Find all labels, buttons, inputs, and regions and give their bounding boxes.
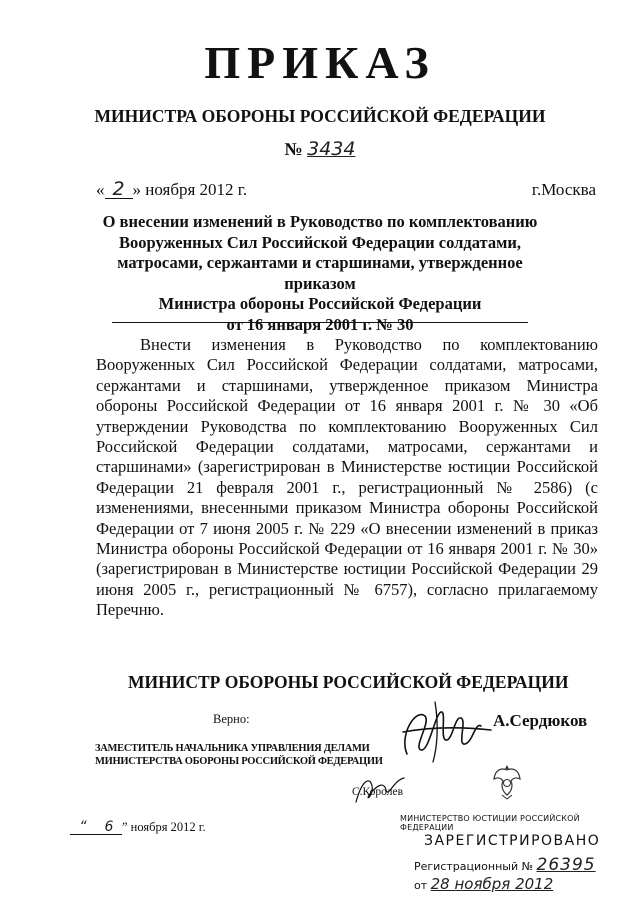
number-prefix: № [284, 139, 303, 159]
order-city: г.Москва [531, 180, 596, 199]
stamp-registration-number [414, 855, 596, 875]
stamp-ministry: МИНИСТЕРСТВО ЮСТИЦИИ РОССИЙСКОЙ ФЕДЕРАЦИИ [400, 814, 580, 832]
stamp-date-value: 28 ноября 2012 [430, 875, 554, 893]
deputy-line: ЗАМЕСТИТЕЛЬ НАЧАЛЬНИКА УПРАВЛЕНИЯ ДЕЛАМИ [95, 743, 370, 754]
minister-signature [395, 696, 495, 766]
date2-rest: ” ноября 2012 г. [122, 820, 206, 834]
order-body-paragraph: Внести изменения в Руководство по комплектованию Вооруженных Сил Российской Федерации солдатами, матросами, сержантами и старшинами, утвержденное приказом Министра обороны Российской Федерации от 16 января 2001 г. № 30 «Об утверждении Руководства по комплектованию Вооруженных Сил Российской Федерации солдатами, матросами, сержантами и старшинами» (зарегистрирован в Министерстве юстиции Российской Федерации 21 февраля 2001 г., регистрационный № 2586) (с изменениями, внесенными приказом Министра обороны Российской Федерации от 7 июня 2005 г. № 229 «О внесении изменений в приказ Министра обороны Российской Федерации от 16 января 2001 г. № 30» (зарегистрирован в Министерстве юстиции Российской Федерации 29 июня 2005 г., регистрационный № 6757), согласно прилагаемому Перечню. [96, 335, 598, 620]
deputy-position [95, 742, 383, 768]
date2-day: 6 [96, 820, 122, 835]
subject-line: от 16 января 2001 г. № 30 [226, 314, 414, 334]
deputy-line: МИНИСТЕРСТВА ОБОРОНЫ РОССИЙСКОЙ ФЕДЕРАЦИИ [95, 756, 383, 767]
verno-label: Верно: [213, 712, 250, 726]
date-rest: » ноября 2012 г. [132, 180, 248, 199]
subject-line: матросами, сержантами и старшинами, утвержденное приказом [117, 253, 523, 293]
registration-stamp [398, 757, 612, 897]
subject-divider [112, 322, 528, 323]
issuing-authority: МИНИСТРА ОБОРОНЫ РОССИЙСКОЙ ФЕДЕРАЦИИ [94, 106, 546, 126]
stamp-reg-label: Регистрационный № [414, 860, 534, 873]
date-day: 2 [105, 180, 133, 199]
order-date [96, 180, 247, 200]
order-number [0, 138, 640, 160]
subject-line: Министра обороны Российской Федерации [158, 294, 482, 313]
subject-line: О внесении изменений в Руководство по комплектованию [102, 212, 538, 231]
stamp-registered: ЗАРЕГИСТРИРОВАНО [424, 833, 601, 849]
signer-name: А.Сердюков [493, 711, 588, 730]
signer-title: МИНИСТР ОБОРОНЫ РОССИЙСКОЙ ФЕДЕРАЦИИ [128, 672, 569, 692]
number-value: 3434 [307, 138, 356, 160]
order-subject [80, 212, 560, 335]
stamp-reg-number: 26395 [536, 855, 596, 875]
stamp-date-prefix: от [414, 879, 428, 892]
stamp-registration-date [414, 875, 553, 893]
date2-open-quote: “ [70, 820, 96, 835]
date-open-quote: « [96, 180, 105, 199]
certification-date [70, 820, 206, 835]
document-title: ПРИКАЗ [204, 37, 436, 88]
subject-line: Вооруженных Сил Российской Федерации солдатами, [119, 232, 521, 252]
deputy-name: С.Королев [352, 786, 404, 798]
eagle-emblem-icon [492, 761, 522, 801]
